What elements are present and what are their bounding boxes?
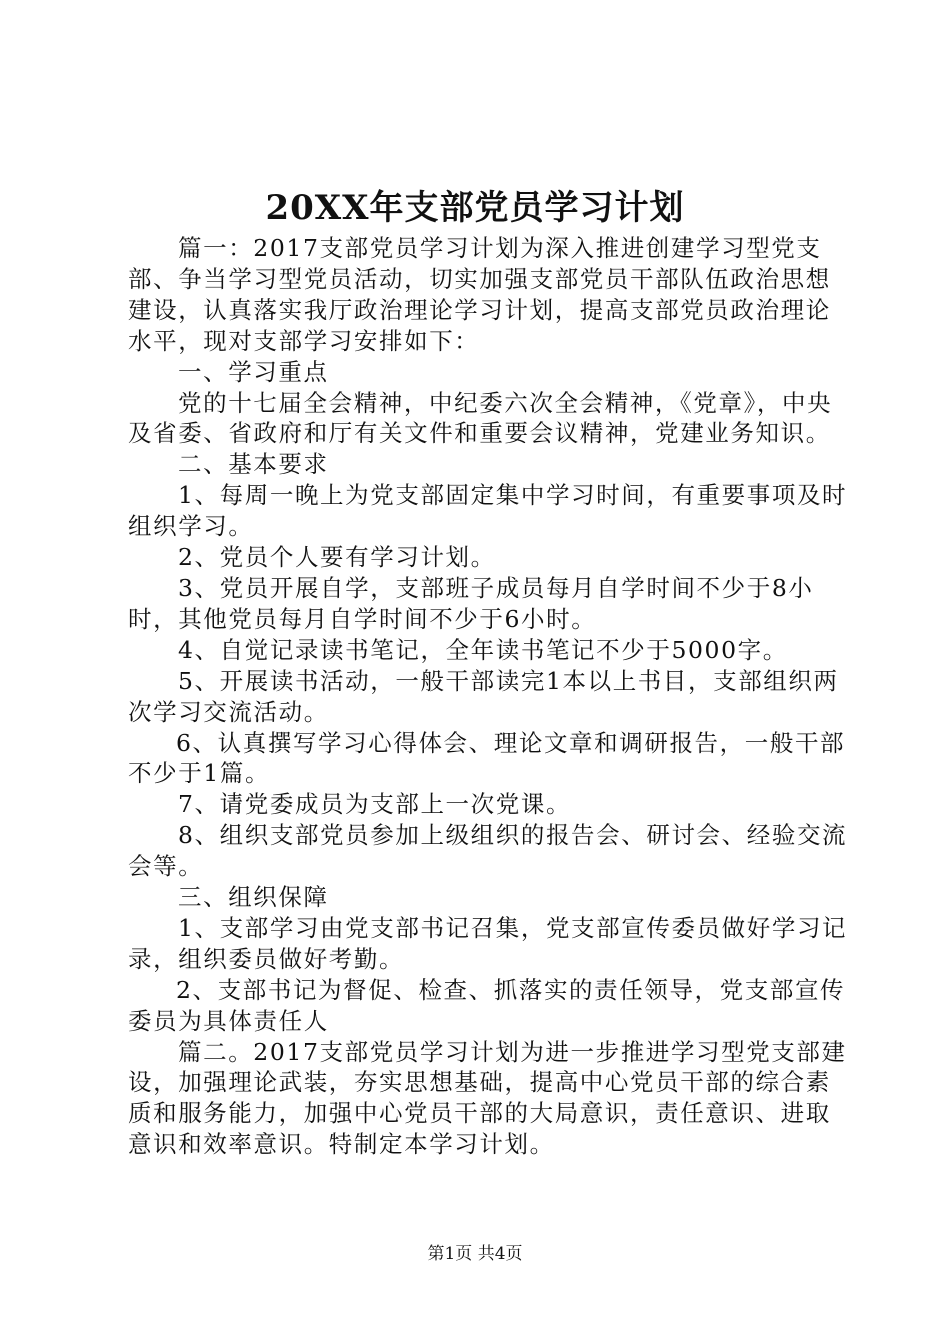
paragraph-intro-2: 篇二。2017支部党员学习计划为进一步推进学习型党支部建设，加强理论武装，夯实思想基础，提高中心党员干部的综合素质和服务能力，加强中心党员干部的大局意识，责任意识、进取意识和效率意识。特制定本学习计划。 — [128, 1037, 847, 1159]
list-item-guarantee-1: 1、支部学习由党支部书记召集，党支部宣传委员做好学习记录，组织委员做好考勤。 — [128, 913, 848, 973]
document-title: 20XX年支部党员学习计划 — [265, 188, 685, 228]
list-item-req-7: 7、请党委成员为支部上一次党课。 — [178, 790, 572, 819]
section-heading-3: 三、组织保障 — [178, 883, 329, 912]
list-item-guarantee-2: 2、支部书记为督促、检查、抓落实的责任领导，党支部宣传委员为具体责任人 — [128, 975, 846, 1035]
list-item-req-4: 4、自觉记录读书笔记，全年读书笔记不少于5000字。 — [178, 635, 788, 664]
section-heading-2: 二、基本要求 — [178, 450, 329, 479]
section-heading-1: 一、学习重点 — [178, 357, 329, 386]
list-item-req-5: 5、开展读书活动，一般干部读完1本以上书目，支部组织两次学习交流活动。 — [128, 666, 839, 726]
list-item-req-1: 1、每周一晚上为党支部固定集中学习时间，有重要事项及时组织学习。 — [128, 481, 848, 541]
document-body — [128, 233, 848, 1160]
list-item-req-6: 6、认真撰写学习心得体会、理论文章和调研报告，一般干部不少于1篇。 — [128, 728, 846, 788]
list-item-req-3: 3、党员开展自学，支部班子成员每月自学时间不少于8小时，其他党员每月自学时间不少于6小时。 — [128, 573, 814, 633]
paragraph-intro-1: 篇一：2017支部党员学习计划为深入推进创建学习型党支部、争当学习型党员活动，切实加强支部党员干部队伍政治思想建设，认真落实我厅政治理论学习计划，提高支部党员政治理论水平，现对支部学习安排如下： — [128, 234, 831, 355]
list-item-req-8: 8、组织支部党员参加上级组织的报告会、研讨会、经验交流会等。 — [128, 821, 848, 881]
page-footer: 第1页 共4页 — [427, 1244, 523, 1264]
list-item-req-2: 2、党员个人要有学习计划。 — [178, 543, 496, 572]
paragraph-focus: 党的十七届全会精神，中纪委六次全会精神，《党章》，中央及省委、省政府和厅有关文件和重要会议精神，党建业务知识。 — [128, 388, 833, 448]
